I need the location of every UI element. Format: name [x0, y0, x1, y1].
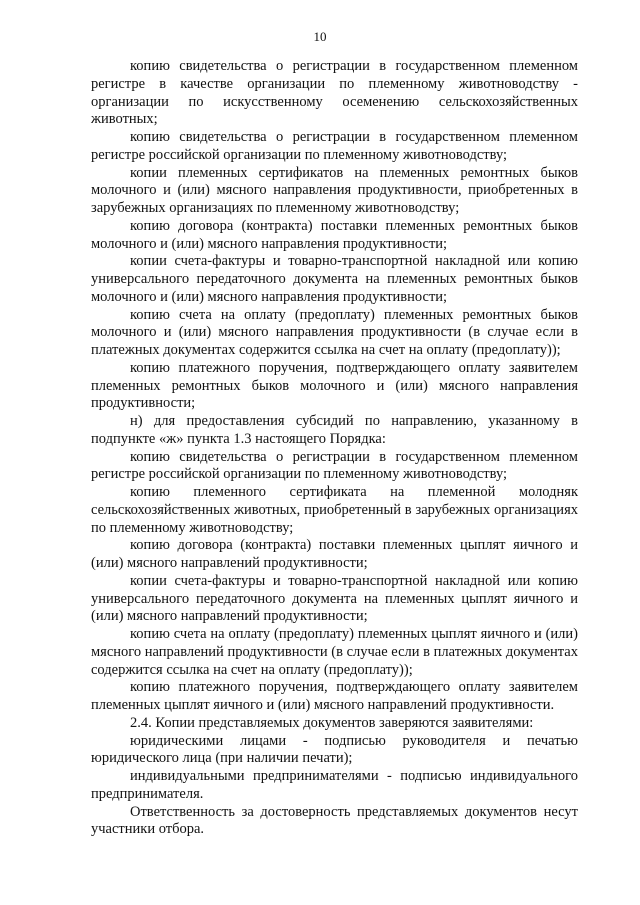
paragraph-2: копию свидетельства о регистрации в государственном племенном регистре российской организации по племенному животноводству;: [91, 129, 578, 163]
paragraph-5: копии счета-фактуры и товарно-транспортной накладной или копию универсального передаточного документа на племенных ремонтных быков молочного и (или) мясного направления продуктивности;: [91, 253, 578, 305]
paragraph-8: н) для предоставления субсидий по направлению, указанному в подпункте «ж» пункта 1.3 настоящего Порядка:: [91, 413, 578, 447]
paragraph-11: копию договора (контракта) поставки племенных цыплят яичного и (или) мясного направлений продуктивности;: [91, 537, 578, 571]
paragraph-17: индивидуальными предпринимателями - подписью индивидуального предпринимателя.: [91, 768, 578, 802]
paragraph-4: копию договора (контракта) поставки племенных ремонтных быков молочного и (или) мясного направления продуктивности;: [91, 217, 578, 252]
paragraph-3: копии племенных сертификатов на племенных ремонтных быков молочного и (или) мясного направления продуктивности, приобретенных в зарубежных организациях по племенному животноводству;: [91, 164, 578, 216]
paragraph-9: копию свидетельства о регистрации в государственном племенном регистре российской организации по племенному животноводству;: [91, 448, 578, 483]
document-body: [91, 58, 578, 839]
paragraph-18: Ответственность за достоверность представляемых документов несут участники отбора.: [91, 803, 578, 838]
paragraph-1: копию свидетельства о регистрации в государственном племенном регистре в качестве организации по племенному животноводству - организации по искусственному осеменению сельскохозяйственных животных;: [91, 58, 578, 128]
paragraph-13: копию счета на оплату (предоплату) племенных цыплят яичного и (или) мясного направлений продуктивности (в случае если в платежных документах содержится ссылка на счет на оплату (предоплату));: [91, 626, 578, 678]
page-number: 10: [313, 29, 327, 44]
paragraph-14: копию платежного поручения, подтверждающего оплату заявителем племенных цыплят яичного и (или) мясного направлений продуктивности.: [91, 679, 578, 713]
paragraph-10: копию племенного сертификата на племенной молодняк сельскохозяйственных животных, приобретенный в зарубежных организациях по племенному животноводству;: [91, 484, 578, 536]
paragraph-15: 2.4. Копии представляемых документов заверяются заявителями:: [130, 714, 534, 731]
paragraph-7: копию платежного поручения, подтверждающего оплату заявителем племенных ремонтных быков молочного и (или) мясного направления продуктивности;: [91, 359, 578, 412]
paragraph-12: копии счета-фактуры и товарно-транспортной накладной или копию универсального передаточного документа на племенных цыплят яичного и (или) мясного направлений продуктивности;: [91, 572, 578, 625]
paragraph-6: копию счета на оплату (предоплату) племенных ремонтных быков молочного и (или) мясного направления продуктивности (в случае если в платежных документах содержится ссылка на счет на оплату (предоплату));: [91, 306, 578, 358]
paragraph-16: юридическими лицами - подписью руководителя и печатью юридического лица (при наличии печати);: [91, 732, 578, 767]
